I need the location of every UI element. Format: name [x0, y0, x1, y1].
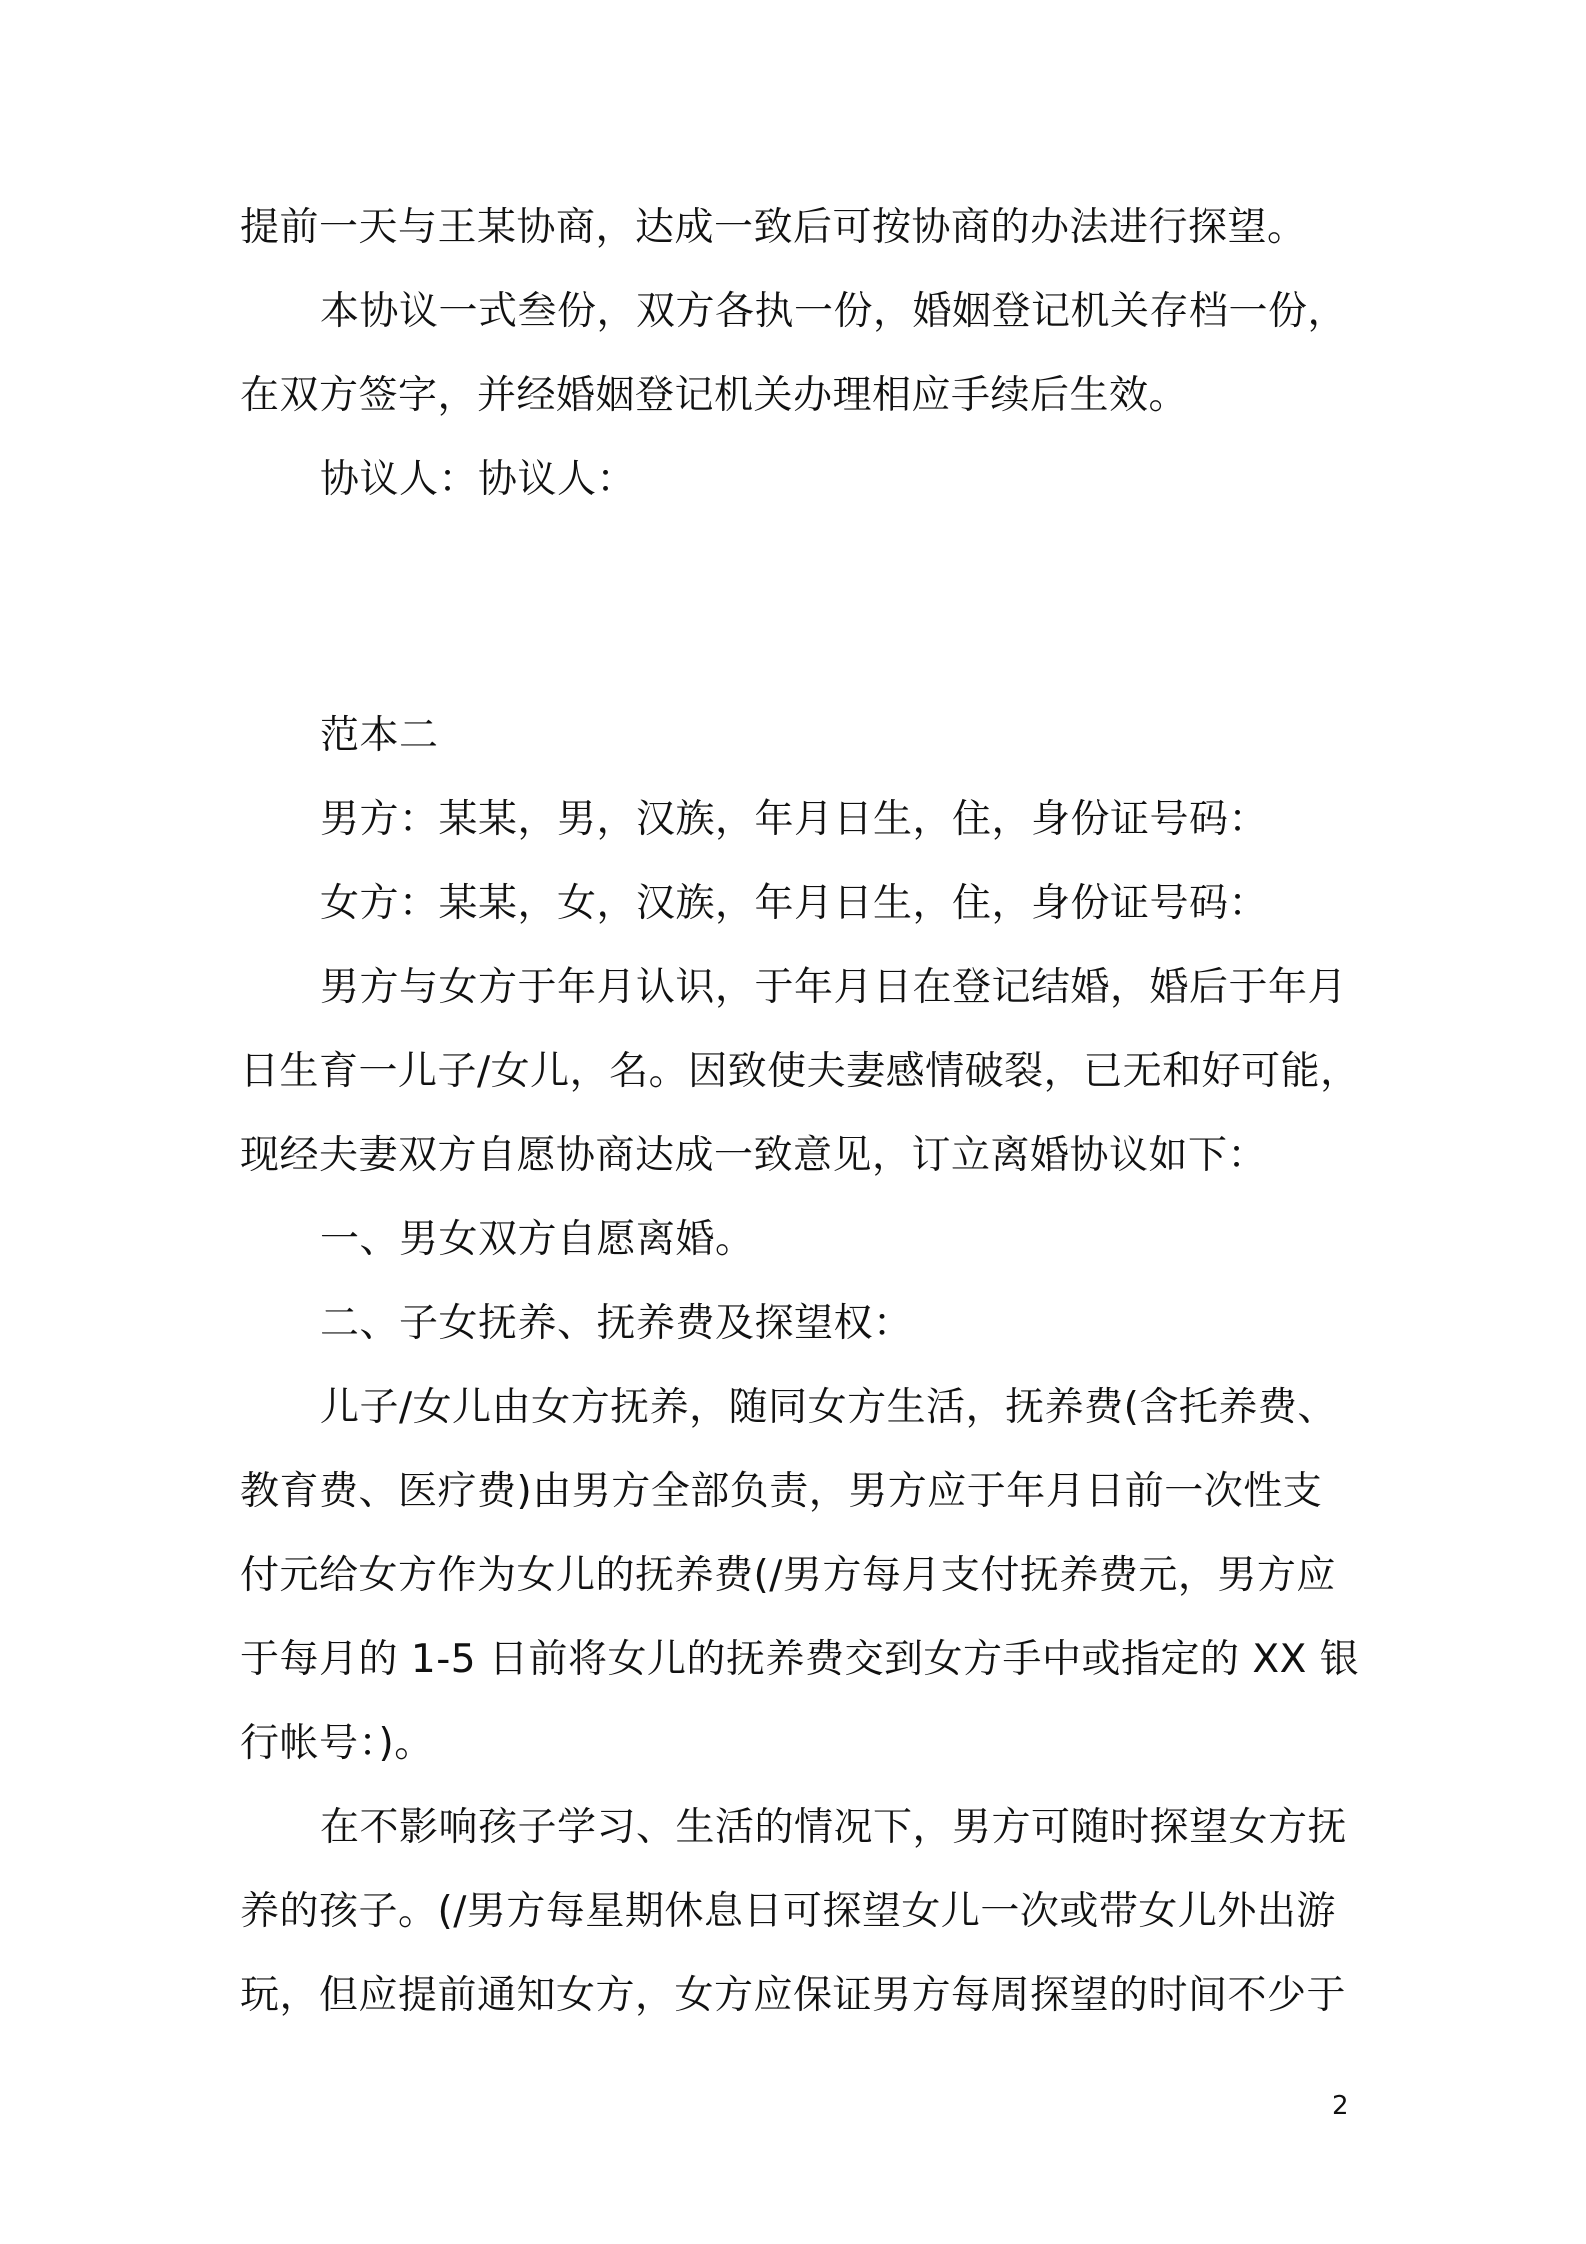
text-line: 行帐号：)。: [240, 1721, 434, 1766]
text-line: 于每月的 1-5 日前将女儿的抚养费交到女方手中或指定的 XX 银: [240, 1637, 1360, 1682]
text-line: 玩，但应提前通知女方，女方应保证男方每周探望的时间不少于: [240, 1973, 1347, 2018]
document-body: [240, 186, 1360, 2038]
text-line: 在不影响孩子学习、生活的情况下，男方可随时探望女方抚: [320, 1805, 1348, 1850]
section-heading: 范本二: [320, 713, 439, 758]
text-line: 提前一天与王某协商，达成一致后可按协商的办法进行探望。: [240, 205, 1307, 250]
text-line: 男方与女方于年月认识，于年月日在登记结婚，婚后于年月: [320, 965, 1348, 1010]
text-line: 二、子女抚养、抚养费及探望权：: [320, 1301, 913, 1346]
text-line: 本协议一式叁份，双方各执一份，婚姻登记机关存档一份，: [320, 289, 1348, 334]
blank-space: [240, 522, 1350, 694]
text-line: 付元给女方作为女儿的抚养费(/男方每月支付抚养费元，男方应: [240, 1553, 1336, 1598]
text-line: 男方：某某，男，汉族，年月日生，住，身份证号码：: [320, 797, 1269, 842]
text-line: 现经夫妻双方自愿协商达成一致意见，订立离婚协议如下：: [240, 1133, 1268, 1178]
text-line: 教育费、医疗费)由男方全部负责，男方应于年月日前一次性支: [240, 1469, 1323, 1514]
text-line: 女方：某某，女，汉族，年月日生，住，身份证号码：: [320, 881, 1269, 926]
text-line: 养的孩子。(/男方每星期休息日可探望女儿一次或带女儿外出游: [240, 1889, 1336, 1934]
text-line: 日生育一儿子/女儿，名。因致使夫妻感情破裂，已无和好可能，: [240, 1049, 1360, 1094]
text-line: 一、男女双方自愿离婚。: [320, 1217, 755, 1262]
text-line: 儿子/女儿由女方抚养，随同女方生活，抚养费(含托养费、: [320, 1385, 1337, 1430]
page-number: 2: [1332, 2091, 1349, 2121]
text-line: 在双方签字，并经婚姻登记机关办理相应手续后生效。: [240, 373, 1189, 418]
signature-line: 协议人：协议人：: [320, 457, 637, 502]
